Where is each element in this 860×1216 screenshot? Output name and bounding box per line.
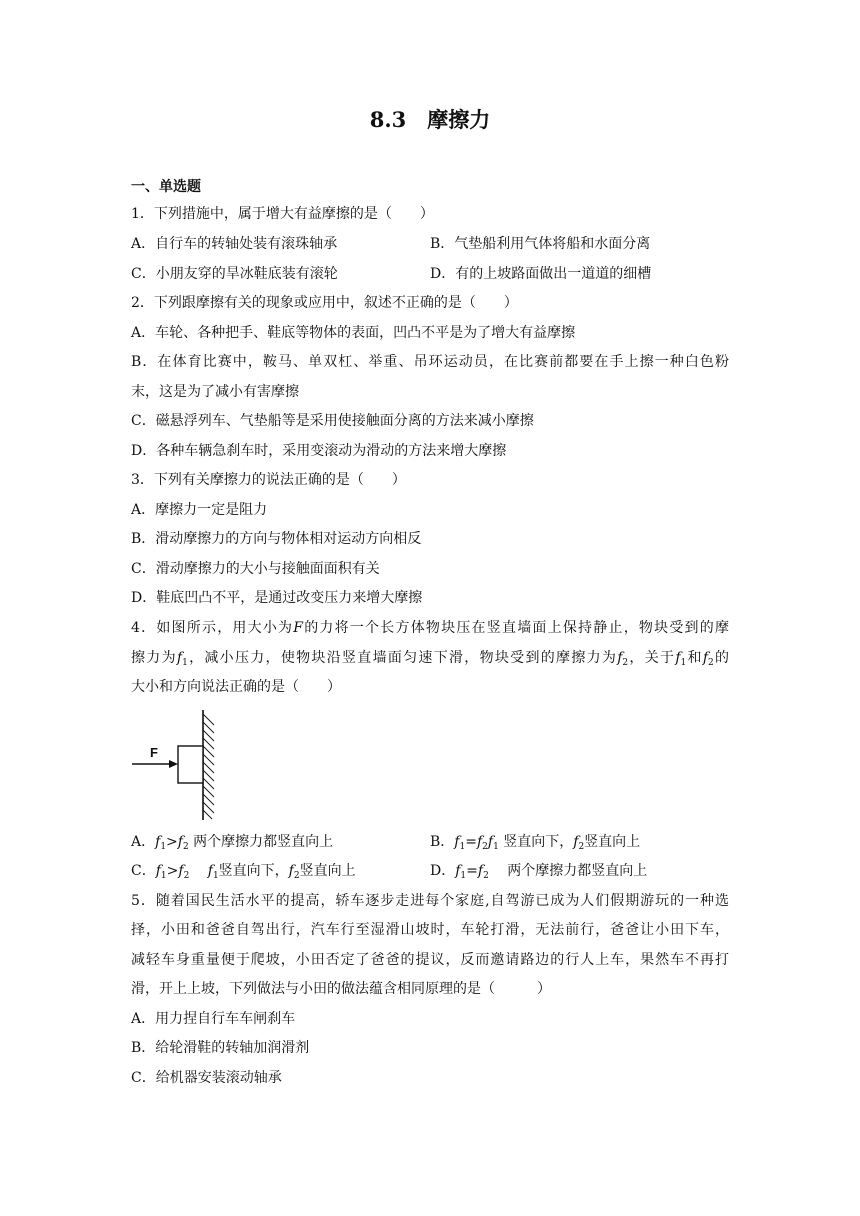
q2-option-a: A．车轮、各种把手、鞋底等物体的表面，凹凸不平是为了增大有益摩擦 [131,325,576,341]
q1-option-a: A．自行车的转轴处装有滚珠轴承 [131,236,338,252]
q3-stem: 3．下列有关摩擦力的说法正确的是（ ） [131,472,406,488]
q2-option-b-line1: B．在体育比赛中，鞍马、单双杠、举重、吊环运动员，在比赛前都要在手上擦一种白色粉 [131,354,729,370]
q4-option-d: D．$f_1=f_2$ 两个摩擦力都竖直向上 [430,863,648,881]
force-label: F [150,745,158,760]
wall-hatching [203,714,214,819]
q2-option-b-line2: 末，这是为了减小有害摩擦 [131,384,299,400]
block-rect [178,746,203,783]
q1-stem: 1．下列措施中，属于增大有益摩擦的是（ ） [131,206,434,222]
force-arrow-head [169,760,178,768]
q2-option-c: C．磁悬浮列车、气垫船等是采用使接触面分离的方法来减小摩擦 [131,413,534,429]
q5-stem-line2: 择，小田和爸爸自驾出行，汽车行至湿滑山坡时，车轮打滑，无法前行，爸爸让小田下车， [131,922,729,938]
q4-option-c: C．$f_1>f_2$ $f_1$竖直向下，$f_2$竖直向上 [131,863,356,881]
q3-option-d: D．鞋底凹凸不平，是通过改变压力来增大摩擦 [131,590,423,606]
page-title: 8.3 摩擦力 [369,107,491,132]
q1-option-b: B．气垫船利用气体将船和水面分离 [430,236,651,252]
q3-option-b: B．滑动摩擦力的方向与物体相对运动方向相反 [131,531,422,547]
q1-option-c: C．小朋友穿的旱冰鞋底装有滚轮 [131,266,338,282]
q4-option-a: A．$f_1>f_2$ 两个摩擦力都竖直向上 [131,834,334,852]
q5-option-a: A．用力捏自行车车闸刹车 [131,1011,296,1027]
q4-stem-line3: 大小和方向说法正确的是（ ） [131,679,341,695]
q4-option-b: B．$f_1=f_2f_1$ 竖直向下，$f_2$竖直向上 [430,834,641,852]
q5-stem-line1: 5．随着国民生活水平的提高，轿车逐步走进每个家庭,自驾游已成为人们假期游玩的一种选 [131,893,729,909]
q4-stem-line2: 擦力为$f_1$，减小压力，使物块沿竖直墙面匀速下滑，物块受到的摩擦力为$f_2$，关于$f_1$和$f_2$的 [131,650,730,668]
q2-option-d: D．各种车辆急刹车时，采用变滚动为滑动的方法来增大摩擦 [131,443,507,459]
q4-stem-line1: 4．如图所示，用大小为F的力将一个长方体物块压在竖直墙面上保持静止，物块受到的摩 [131,620,729,636]
q5-stem-line4: 滑，开上上坡，下列做法与小田的做法蕴含相同原理的是（ ） [131,981,551,997]
section-heading: 一、单选题 [131,179,201,195]
q5-stem-line3: 减轻车身重量便于爬坡，小田否定了爸爸的提议，反而邀请路边的行人上车，果然车不再打 [131,952,729,968]
q1-option-d: D．有的上坡路面做出一道道的细槽 [430,266,652,282]
q3-option-c: C．滑动摩擦力的大小与接触面面积有关 [131,561,380,577]
q5-option-b: B．给轮滑鞋的转轴加润滑剂 [131,1040,310,1056]
q5-option-c: C．给机器安装滚动轴承 [131,1070,282,1086]
q2-stem: 2．下列跟摩擦有关的现象或应用中，叙述不正确的是（ ） [131,295,518,311]
q3-option-a: A．摩擦力一定是阻力 [131,502,268,518]
block-wall-diagram [130,708,230,822]
